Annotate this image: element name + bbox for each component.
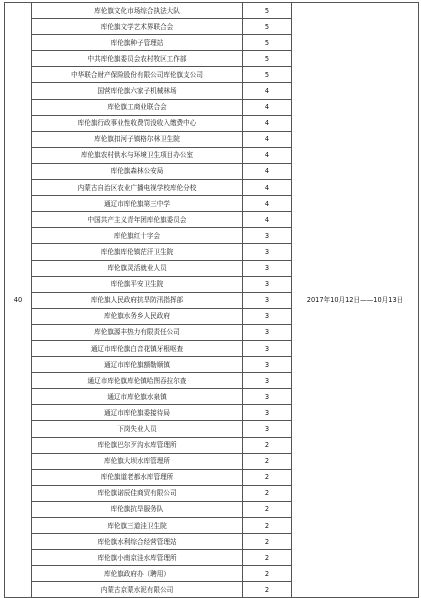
- unit-name-cell: 库伦旗扣河子镇格尔林卫生院: [32, 131, 243, 147]
- unit-name-cell: 通辽市库伦旗委接待局: [32, 405, 243, 421]
- unit-name-cell: 库伦旗三道洼卫生院: [32, 518, 243, 534]
- unit-name-cell: 下岗失业人员: [32, 421, 243, 437]
- unit-name-cell: 库伦旗种子管理站: [32, 35, 243, 51]
- count-cell: 5: [243, 35, 292, 51]
- count-cell: 2: [243, 437, 292, 453]
- count-cell: 3: [243, 228, 292, 244]
- unit-name-cell: 库伦旗森林公安局: [32, 163, 243, 179]
- unit-name-cell: 库伦旗工商业联合会: [32, 99, 243, 115]
- unit-name-cell: 库伦旗政府办（聘用）: [32, 566, 243, 582]
- date-range-cell: 2017年10月12日——10月13日: [292, 3, 419, 598]
- count-cell: 5: [243, 19, 292, 35]
- unit-name-cell: 库伦旗巴尔歹沟水库管理所: [32, 437, 243, 453]
- unit-name-cell: 库伦旗道老都水库管理所: [32, 469, 243, 485]
- count-cell: 4: [243, 83, 292, 99]
- count-cell: 4: [243, 163, 292, 179]
- unit-name-cell: 通辽市库伦旗库伦镇哈图吞拉尔查: [32, 373, 243, 389]
- count-cell: 3: [243, 421, 292, 437]
- count-cell: 5: [243, 67, 292, 83]
- unit-name-cell: 内蒙古京蒙水泥有限公司: [32, 582, 243, 598]
- count-cell: 3: [243, 405, 292, 421]
- count-cell: 5: [243, 3, 292, 19]
- unit-name-cell: 库伦旗源丰热力有限责任公司: [32, 324, 243, 340]
- count-cell: 2: [243, 453, 292, 469]
- count-cell: 5: [243, 51, 292, 67]
- unit-name-cell: 中国共产主义青年团库伦旗委员会: [32, 212, 243, 228]
- count-cell: 2: [243, 566, 292, 582]
- count-cell: 2: [243, 534, 292, 550]
- count-cell: 2: [243, 550, 292, 566]
- unit-name-cell: 库伦旗灵活就业人员: [32, 260, 243, 276]
- unit-name-cell: 库伦旗文化市场综合执法大队: [32, 3, 243, 19]
- unit-name-cell: 通辽市库伦旗额勒顺镇: [32, 357, 243, 373]
- unit-name-cell: 中华联合财产保险股份有限公司库伦旗支公司: [32, 67, 243, 83]
- unit-name-cell: 库伦旗农村供水与环境卫生项目办公室: [32, 147, 243, 163]
- unit-name-cell: 通辽市库伦旗白音花镇牙根呕查: [32, 340, 243, 356]
- count-cell: 3: [243, 324, 292, 340]
- unit-name-cell: 通辽市库伦旗水泉镇: [32, 389, 243, 405]
- count-cell: 4: [243, 212, 292, 228]
- count-cell: 4: [243, 115, 292, 131]
- attendance-table: [4, 2, 419, 598]
- unit-name-cell: 内蒙古自治区农业广播电视学校库伦分校: [32, 180, 243, 196]
- unit-name-cell: 库伦旗红十字会: [32, 228, 243, 244]
- unit-name-cell: 中共库伦旗委员会农村牧区工作部: [32, 51, 243, 67]
- count-cell: 3: [243, 373, 292, 389]
- count-cell: 4: [243, 196, 292, 212]
- table-body: [5, 3, 419, 598]
- count-cell: 3: [243, 308, 292, 324]
- unit-name-cell: 库伦旗水务乡人民政府: [32, 308, 243, 324]
- count-cell: 2: [243, 518, 292, 534]
- unit-name-cell: 库伦旗文学艺术界联合会: [32, 19, 243, 35]
- unit-name-cell: 库伦旗人民政府抗旱防汛指挥部: [32, 292, 243, 308]
- count-cell: 2: [243, 501, 292, 517]
- unit-name-cell: 库伦旗诺辰佳商贸有限公司: [32, 485, 243, 501]
- count-cell: 3: [243, 244, 292, 260]
- unit-name-cell: 通辽市库伦旗第三中学: [32, 196, 243, 212]
- count-cell: 3: [243, 340, 292, 356]
- unit-name-cell: 库伦旗平安卫生院: [32, 276, 243, 292]
- count-cell: 3: [243, 292, 292, 308]
- count-cell: 4: [243, 180, 292, 196]
- count-cell: 2: [243, 485, 292, 501]
- unit-name-cell: 库伦旗库伦镇茫汗卫生院: [32, 244, 243, 260]
- unit-name-cell: 库伦旗抗旱服务队: [32, 501, 243, 517]
- group-index-cell: 40: [5, 3, 32, 598]
- unit-name-cell: 库伦旗大坝水库管理所: [32, 453, 243, 469]
- unit-name-cell: 国营库伦旗六家子机械林场: [32, 83, 243, 99]
- count-cell: 3: [243, 276, 292, 292]
- count-cell: 3: [243, 357, 292, 373]
- unit-name-cell: 库伦旗行政事业性收费罚没收入缴费中心: [32, 115, 243, 131]
- count-cell: 2: [243, 469, 292, 485]
- count-cell: 2: [243, 582, 292, 598]
- unit-name-cell: 库伦旗水利综合经营管理站: [32, 534, 243, 550]
- unit-name-cell: 库伦旗小南京洼水库管理所: [32, 550, 243, 566]
- count-cell: 4: [243, 99, 292, 115]
- count-cell: 4: [243, 147, 292, 163]
- count-cell: 3: [243, 389, 292, 405]
- count-cell: 3: [243, 260, 292, 276]
- count-cell: 4: [243, 131, 292, 147]
- table-row: [5, 3, 419, 19]
